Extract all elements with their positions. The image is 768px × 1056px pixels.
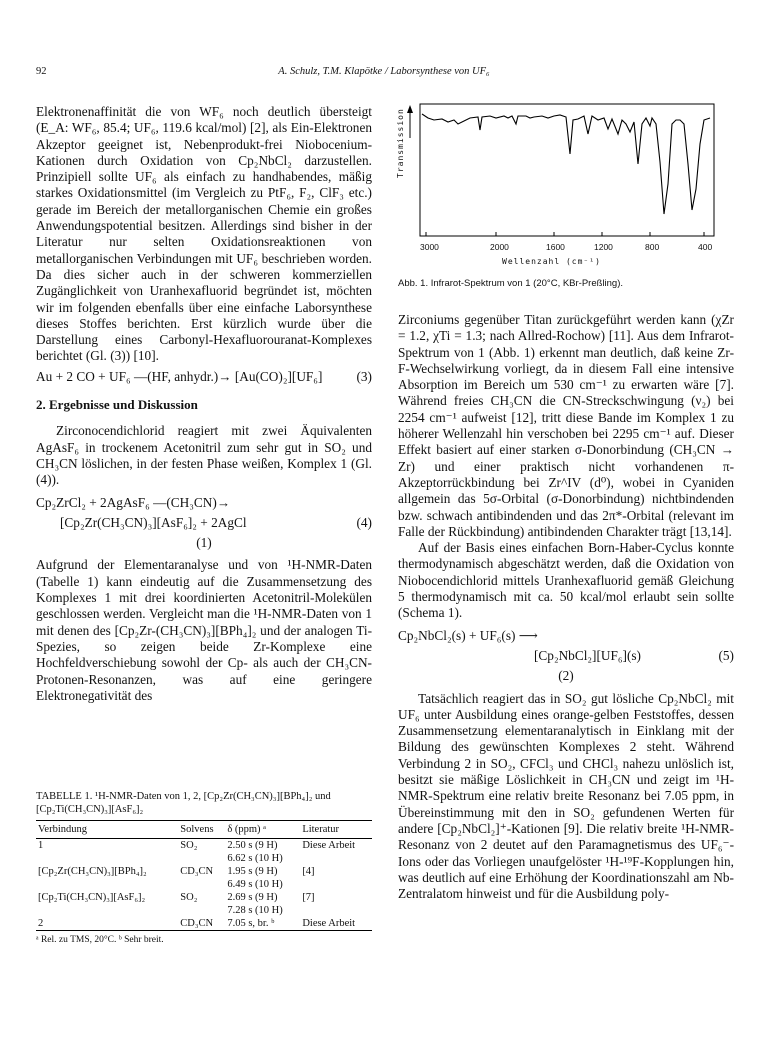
table-cell: [7] — [302, 892, 315, 903]
table-caption: TABELLE 1. ¹H-NMR-Daten von 1, 2, [Cp₂Zr(CH₃CN)₃][BPh₄]₂ und [Cp₂Ti(CH₃CN)₃][AsF₆]₂ — [36, 791, 331, 815]
running-title: A. Schulz, T.M. Klapötke / Laborsynthese von UF₆ — [278, 66, 490, 77]
table-header-row — [36, 821, 372, 839]
equation-4-line-2: [Cp₂Zr(CH₃CN)₃][AsF₆]₂ + 2AgCl — [60, 514, 247, 530]
table-cell — [178, 904, 225, 917]
equation-4-line-2-row — [36, 515, 372, 531]
equation-4-line-1: Cp₂ZrCl₂ + 2AgAsF₆ —(CH₃CN)→ — [36, 494, 231, 510]
equation-3-body: Au + 2 CO + UF₆ —(HF, anhydr.)→ [Au(CO)₂][UF₆] — [36, 368, 323, 384]
table-cell: SO₂ — [180, 840, 198, 851]
right-paragraph-1: Zirconiums gegenüber Titan zurückgeführt werden kann (χZr = 1.2, χTi = 1.3; nach Allred-Rochow) [11]. Aus dem Infrarot-Spektrum von 1 (Abb. 1) erkennt man deutlich, daß keine Zr-F-Wechselwirkung vorliegt, da in diesem Fall eine intensive Absorption im Bereich um 530 cm⁻¹ zu erwarten wäre [7]. Während freies CH₃CN die CN-Streckschwingung (ν₂) bei 2254 cm⁻¹ aufweist [12], tritt diese Bande im Komplex 1 zu höherer Wellenzahl hin verschoben bei 2295 cm⁻¹ auf. Dieser Effekt basiert auf einer starken σ-Donorbindung (CH₃CN → Zr) und einer praktisch nicht vorhandenen π-Akzeptorrückbindung bei Zr^IV (d⁰), wobei in Cyaniden allgemein das 5σ-Orbital (σ-Donorbindung) nichtbindenden bzw. schwach antibindenden und das 2π*-Orbital (relevant im Falle der Rückbindung) antibindenden Charakter trägt [13,14]. — [398, 312, 734, 539]
table-cell: Diese Arbeit — [302, 840, 356, 851]
table-cell — [300, 878, 372, 891]
table-row — [36, 852, 372, 865]
equation-3-number: (3) — [356, 368, 372, 384]
table-header-cell: Literatur — [300, 821, 372, 839]
equation-4-compound-label: (1) — [196, 535, 212, 551]
left-paragraph-2: Zirconocendichlorid reagiert mit zwei Äquivalenten AgAsF₆ in trockenem Acetonitril zum sehr gut in SO₂ und CH₃CN löslichen, in der festen Phase weißen, Komplex 1 (Gl. (4)). — [36, 423, 372, 488]
table-cell: 7.05 s, br. ᵇ — [225, 917, 300, 931]
running-header — [0, 66, 768, 82]
table-cell: 1.95 s (9 H) — [227, 866, 278, 877]
section-heading: 2. Ergebnisse und Diskussion — [36, 397, 198, 413]
figure-x-axis-label: Wellenzahl (cm⁻¹) — [502, 257, 601, 266]
table-cell: CD₃CN — [180, 866, 214, 877]
equation-5-line-2: [Cp₂NbCl₂][UF₆](s) — [534, 647, 641, 663]
table-cell: Diese Arbeit — [300, 917, 372, 931]
table-cell: [Cp₂Ti(CH₃CN)₃][AsF₆]₂ — [38, 892, 146, 903]
table-cell: 6.49 s (10 H) — [227, 879, 283, 890]
figure-caption: Abb. 1. Infrarot-Spektrum von 1 (20°C, KBr-Preßling). — [398, 278, 624, 289]
table-cell — [36, 878, 178, 891]
x-tick-label: 2000 — [490, 242, 509, 252]
x-tick-label: 800 — [645, 242, 660, 252]
equation-5-number: (5) — [718, 647, 734, 663]
equation-5-compound-label: (2) — [558, 668, 574, 684]
table-cell — [178, 878, 225, 891]
x-tick-label: 1200 — [594, 242, 613, 252]
x-tick-label: 1600 — [546, 242, 565, 252]
table-cell: [Cp₂Zr(CH₃CN)₃][BPh₄]₂ — [38, 866, 147, 877]
table-row — [36, 839, 372, 853]
table-cell — [36, 904, 178, 917]
ir-spectrum-trace — [422, 114, 710, 214]
table-cell: 6.62 s (10 H) — [227, 853, 283, 864]
equation-4-number: (4) — [356, 514, 372, 530]
table-cell: 7.28 s (10 H) — [227, 905, 283, 916]
table-footnote: ᵃ Rel. zu TMS, 20°C. ᵇ Sehr breit. — [36, 935, 164, 945]
left-column — [36, 104, 372, 704]
x-tick-label: 400 — [698, 242, 713, 252]
nmr-table — [36, 820, 372, 931]
equation-5-line-2-row — [398, 648, 734, 664]
table-header-cell: δ (ppm) ᵃ — [225, 821, 300, 839]
table-cell: 2.50 s (9 H) — [227, 840, 278, 851]
table-header-cell: Verbindung — [36, 821, 178, 839]
table-row — [36, 878, 372, 891]
table-cell: SO₂ — [180, 892, 198, 903]
x-tick-label: 3000 — [420, 242, 439, 252]
figure-y-axis-label: Transmission — [396, 108, 405, 178]
right-column — [398, 312, 734, 902]
left-paragraph-3: Aufgrund der Elementaranalyse und von ¹H-NMR-Daten (Tabelle 1) kann eindeutig auf die Zusammensetzung des Komplexes 1 mit drei koordinierten Acetonitril-Molekülen geschlossen werden. Vergleicht man die ¹H-NMR-Daten von 1 mit denen des [Cp₂Zr-(CH₃CN)₃][BPh₄]₂ und der analogen Ti-Spezies, so zeigen beide Zr-Komplexe eine Hochfeldverschiebung sowohl der Cp- als auch der CH₃CN-Protonen-Resonanzen, was auf eine geringere Elektronegativität des — [36, 557, 372, 703]
y-axis-arrowhead — [407, 105, 413, 113]
ir-spectrum-figure — [398, 94, 716, 294]
table-row — [36, 891, 372, 904]
equation-5 — [398, 628, 734, 685]
table-cell — [300, 852, 372, 865]
equation-3 — [36, 369, 372, 385]
table-row — [36, 917, 372, 931]
table-cell — [36, 852, 178, 865]
right-paragraph-3: Tatsächlich reagiert das in SO₂ gut lösliche Cp₂NbCl₂ mit UF₆ unter Ausbildung eines orange-gelben Feststoffes, dessen Zusammensetzung elementaranalytisch in Einklang mit der Bildung des gewünschten Komplexes 2 steht. Während Verbindung 2 in SO₂, CFCl₃ und CHCl₃ nahezu unlöslich ist, besitzt sie mäßige Löslichkeit in CH₃CN und zeigt im ¹H-NMR-Spektrum eine relativ breite Resonanz bei 7.05 ppm, in Übereinstimmung mit den in SO₂ gefundenen Werten für andere [Cp₂NbCl₂]⁺-Kationen [9]. Die relativ breite ¹H-NMR-Resonanz von 2 deutet auf den Paramagnetismus des UF₆⁻-Ions oder das Vorliegen unaufgelöster ¹H-¹⁹F-Kopplungen hin, was deutlich auf eine Erhöhung der Koordinationszahl am Nb-Zentralatom hinweist und für die Ausbildung poly- — [398, 690, 734, 902]
table-cell — [300, 904, 372, 917]
table-cell — [178, 852, 225, 865]
table-1 — [36, 790, 372, 947]
ir-spectrum-plot — [398, 94, 716, 244]
table-cell: CD₃CN — [178, 917, 225, 931]
table-row — [36, 904, 372, 917]
table-cell: 1 — [38, 840, 44, 851]
right-paragraph-2: Auf der Basis eines einfachen Born-Haber-Cyclus konnte thermodynamisch abgeschätzt werden, daß die Oxidation von Niobocendichlorid mittels Uranhexafluorid gemäß Gleichung 5 thermodynamisch mit ca. 50 kcal/mol erlaubt sein sollte (Schema 1). — [398, 540, 734, 621]
table-cell: 2.69 s (9 H) — [227, 892, 278, 903]
page-number: 92 — [36, 66, 47, 77]
left-paragraph-1: Elektronenaffinität die von WF₆ noch deutlich übersteigt (E_A: WF₆, 85.4; UF₆, 119.6 kcal/mol) [2], als Ein-Elektronen Akzeptor geeignet ist, Nebenprodukt-frei Niobocenium-Kationen durch Oxidation von Cp₂NbCl₂ darzustellen. Prinzipiell sollte UF₆ als einfach zu handhabendes, mäßig starkes Oxidationsmittel (im Vergleich zu PtF₆, F₂, ClF₃ etc.) gerade im Bereich der metallorganischen Chemie ein großes Anwendungspotential besitzen. Allerdings sind bisher in der Literatur nur selten Oxidationsreaktionen von metallorganischen Verbindungen mit UF₆ beschrieben worden. Da dies sicher auch in der schweren kommerziellen Zugänglichkeit von Uranhexafluorid begründet ist, möchten wir im folgenden ebenfalls über eine einfache Laborsynthese dieses Stoffes berichten. Erst kürzlich wurde über die Darstellung eines Carbonyl-Hexafluorouranat-Komplexes berichtet (Gl. (3)) [10]. — [36, 104, 372, 364]
table-header-cell: Solvens — [178, 821, 225, 839]
equation-5-line-1: Cp₂NbCl₂(s) + UF₆(s) ⟶ — [398, 627, 538, 643]
table-cell: [4] — [302, 866, 315, 877]
table-cell: 2 — [36, 917, 178, 931]
table-row — [36, 865, 372, 878]
equation-4 — [36, 495, 372, 552]
